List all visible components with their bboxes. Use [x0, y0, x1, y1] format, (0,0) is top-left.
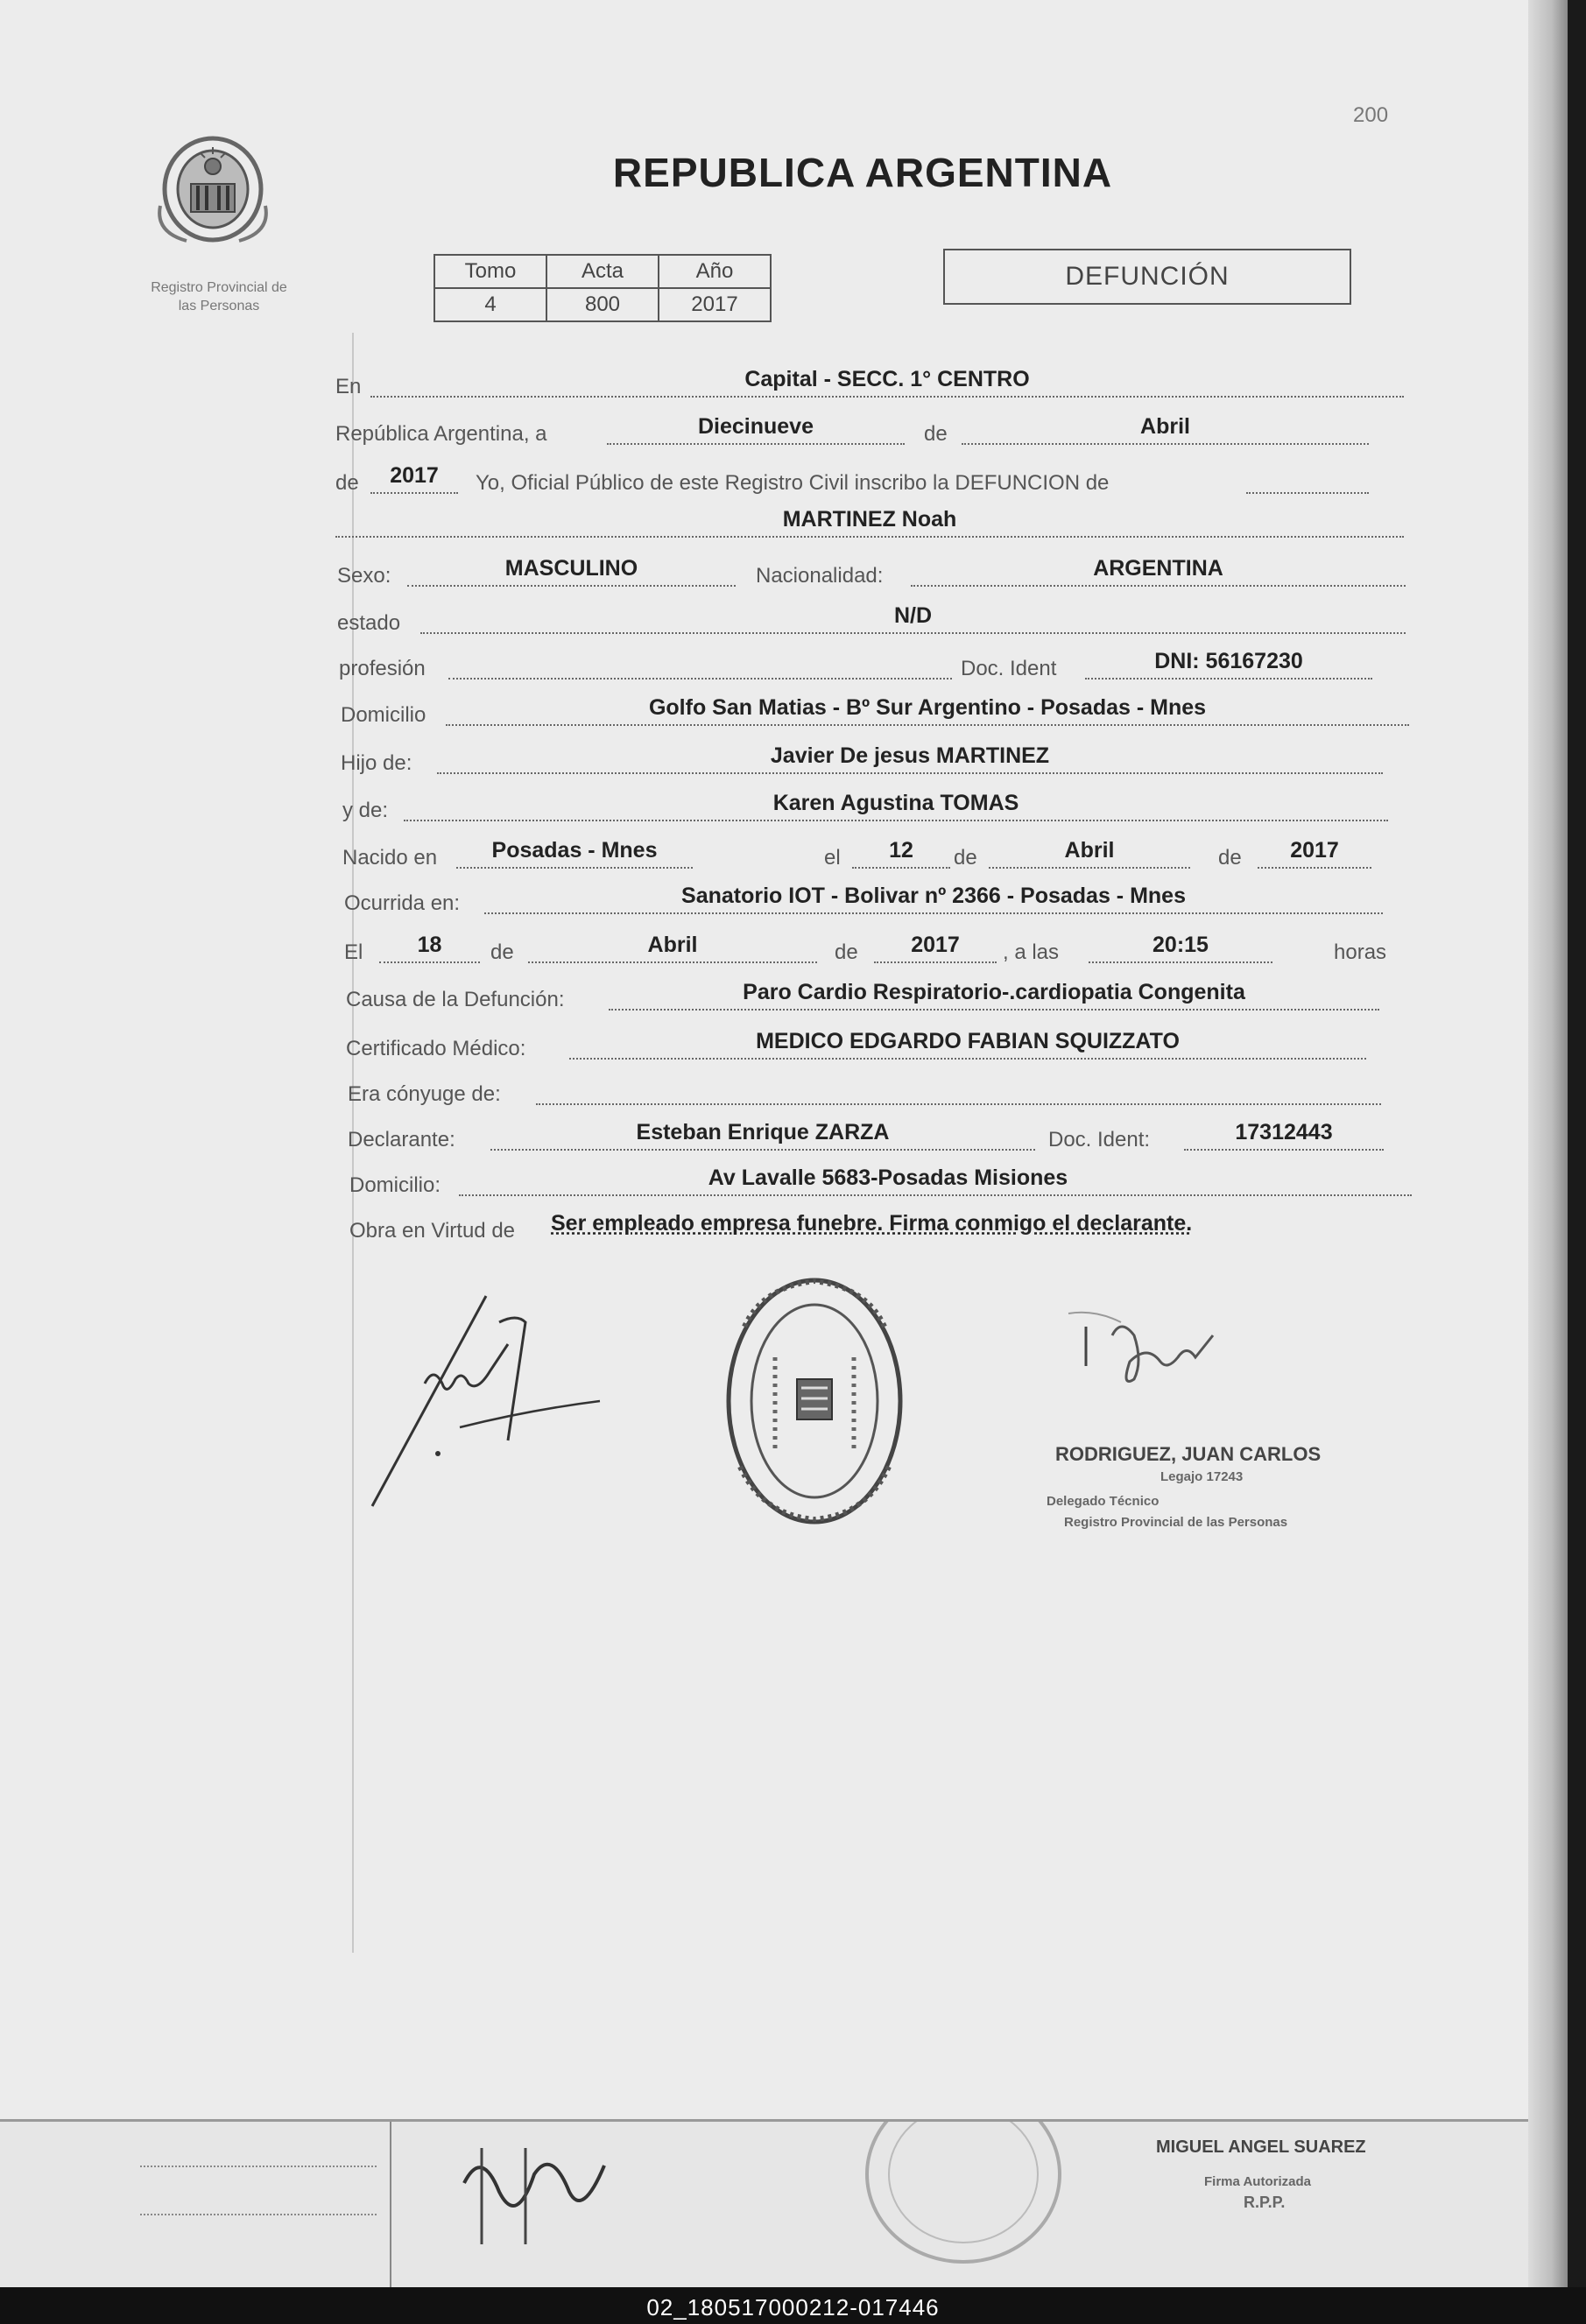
yde-label: y de:	[342, 799, 389, 822]
death-time-value: 20:15	[1152, 933, 1209, 957]
sexo-value: MASCULINO	[504, 556, 638, 581]
de-label-2: de	[335, 471, 359, 495]
domicilio2-label: Domicilio:	[349, 1173, 441, 1197]
row-domicilio2	[349, 1166, 1412, 1201]
el-label-2: El	[344, 940, 363, 964]
deceased-name: MARTINEZ Noah	[782, 507, 957, 532]
conyuge-line	[536, 1072, 1381, 1105]
yde-value: Karen Agustina TOMAS	[772, 791, 1019, 815]
intro-text: Yo, Oficial Público de este Registro Civil inscribo la DEFUNCION de	[476, 471, 1110, 495]
el-label: el	[824, 846, 841, 870]
row-yde	[342, 792, 1388, 827]
official-stamp-name: RODRIGUEZ, JUAN CARLOS	[1055, 1443, 1322, 1465]
crest-caption-line2: las Personas	[178, 299, 260, 313]
nac-month-value: Abril	[1064, 838, 1115, 863]
year-value: 2017	[390, 463, 439, 488]
obra-label: Obra en Virtud de	[349, 1219, 516, 1243]
official-seal	[723, 1274, 906, 1528]
hijo-label: Hijo de:	[341, 751, 412, 775]
nacionalidad-value: ARGENTINA	[1093, 556, 1223, 581]
page-number: 200	[1353, 103, 1389, 127]
crest-caption	[123, 278, 315, 315]
certificado-value: MEDICO EDGARDO FABIAN SQUIZZATO	[756, 1029, 1180, 1053]
underlying-stamp-name: MIGUEL ANGEL SUAREZ	[1156, 2137, 1366, 2157]
de-label-6: de	[835, 940, 858, 964]
intro-line	[1246, 461, 1369, 494]
row-nacido	[342, 839, 1371, 874]
page-title: REPUBLICA ARGENTINA	[612, 150, 1113, 195]
horas-label: horas	[1334, 940, 1387, 964]
row-profesion	[339, 650, 1372, 685]
registry-tomo: 4	[434, 288, 546, 321]
doc-ident-label: Doc. Ident	[961, 657, 1057, 680]
row-certificado	[346, 1030, 1366, 1065]
province-crest-logo	[147, 131, 278, 250]
hijo-value: Javier De jesus MARTINEZ	[770, 743, 1050, 768]
row-intro	[335, 464, 1369, 499]
ocurrida-value: Sanatorio IOT - Bolivar nº 2366 - Posadas - Mnes	[681, 884, 1186, 908]
file-identifier: 02_180517000212-017446	[646, 2294, 940, 2320]
page-edge	[1528, 0, 1568, 2287]
official-stamp-line3: Delegado Técnico	[1047, 1494, 1160, 1509]
nacido-value: Posadas - Mnes	[491, 838, 658, 863]
official-stamp-legajo: Legajo 17243	[1160, 1469, 1244, 1484]
de-label-5: de	[490, 940, 514, 964]
underlying-stamp-line3: R.P.P.	[1244, 2194, 1286, 2211]
day-value: Diecinueve	[697, 414, 814, 439]
doc-ident2-label: Doc. Ident:	[1048, 1128, 1151, 1151]
underlying-stamp-line2: Firma Autorizada	[1204, 2174, 1311, 2189]
registry-header-anio: Año	[659, 255, 771, 288]
causa-value: Paro Cardio Respiratorio-.cardiopatia Congenita	[743, 980, 1245, 1004]
registry-header-acta: Acta	[546, 255, 659, 288]
domicilio-label: Domicilio	[341, 703, 426, 727]
scan-edge	[1568, 0, 1586, 2287]
underlying-line-1	[140, 2166, 377, 2167]
estado-value: N/D	[893, 603, 933, 628]
nacionalidad-label: Nacionalidad:	[756, 564, 884, 588]
row-en	[335, 368, 1404, 403]
registry-header-tomo: Tomo	[434, 255, 546, 288]
registry-table	[434, 254, 772, 322]
en-value: Capital - SECC. 1° CENTRO	[744, 367, 1030, 391]
de-label-1: de	[924, 422, 948, 446]
official-stamp-line4: Registro Provincial de las Personas	[1064, 1515, 1288, 1530]
death-year-value: 2017	[911, 933, 960, 957]
doc-ident2-value: 17312443	[1235, 1120, 1333, 1144]
de-label-4: de	[1218, 846, 1242, 870]
row-hijo	[341, 744, 1383, 779]
row-causa	[346, 981, 1379, 1016]
doc-ident-value: DNI: 56167230	[1154, 649, 1303, 673]
sexo-label: Sexo:	[337, 564, 391, 588]
declarante-value: Esteban Enrique ZARZA	[636, 1120, 890, 1144]
registry-acta: 800	[546, 288, 659, 321]
republica-label: República Argentina, a	[335, 422, 547, 446]
en-label: En	[335, 375, 362, 398]
row-name	[335, 508, 1404, 543]
row-sexo	[337, 557, 1406, 592]
row-obra	[349, 1212, 1295, 1247]
row-conyuge	[348, 1075, 1381, 1110]
profesion-label: profesión	[339, 657, 426, 680]
obra-value: Ser empleado empresa funebre. Firma conmigo el declarante.	[551, 1211, 1193, 1236]
de-label-3: de	[954, 846, 977, 870]
declarante-label: Declarante:	[348, 1128, 455, 1151]
ocurrida-label: Ocurrida en:	[344, 891, 461, 915]
conyuge-label: Era cónyuge de:	[348, 1082, 501, 1106]
nacido-label: Nacido en	[342, 846, 438, 870]
declarant-signature	[355, 1287, 617, 1515]
registry-value-row	[434, 288, 771, 321]
nac-day-value: 12	[889, 838, 913, 863]
a-las-label: , a las	[1003, 940, 1060, 964]
death-day-value: 18	[417, 933, 442, 957]
causa-label: Causa de la Defunción:	[346, 988, 565, 1011]
death-month-value: Abril	[647, 933, 698, 957]
estado-label: estado	[337, 611, 401, 635]
row-estado	[337, 604, 1406, 639]
row-domicilio	[341, 696, 1409, 731]
underlying-signature	[455, 2130, 613, 2262]
row-fecha	[335, 415, 1369, 450]
domicilio-value: Golfo San Matias - Bº Sur Argentino - Posadas - Mnes	[648, 695, 1207, 720]
row-fecha-defuncion	[344, 933, 1404, 968]
underlying-seal	[863, 2122, 1064, 2271]
profesion-line	[448, 646, 952, 680]
registry-header-row	[434, 255, 771, 288]
registry-anio: 2017	[659, 288, 771, 321]
crest-caption-line1: Registro Provincial de	[151, 280, 287, 295]
underlying-margin	[390, 2122, 391, 2290]
row-ocurrida	[344, 884, 1383, 919]
underlying-page	[0, 2119, 1528, 2290]
row-declarante	[348, 1121, 1384, 1156]
month-value: Abril	[1140, 414, 1190, 439]
official-signature	[1060, 1309, 1322, 1440]
underlying-line-2	[140, 2214, 377, 2215]
certificado-label: Certificado Médico:	[346, 1037, 526, 1060]
domicilio2-value: Av Lavalle 5683-Posadas Misiones	[708, 1166, 1068, 1190]
nac-year-value: 2017	[1290, 838, 1339, 863]
act-type-box: DEFUNCIÓN	[943, 249, 1351, 305]
